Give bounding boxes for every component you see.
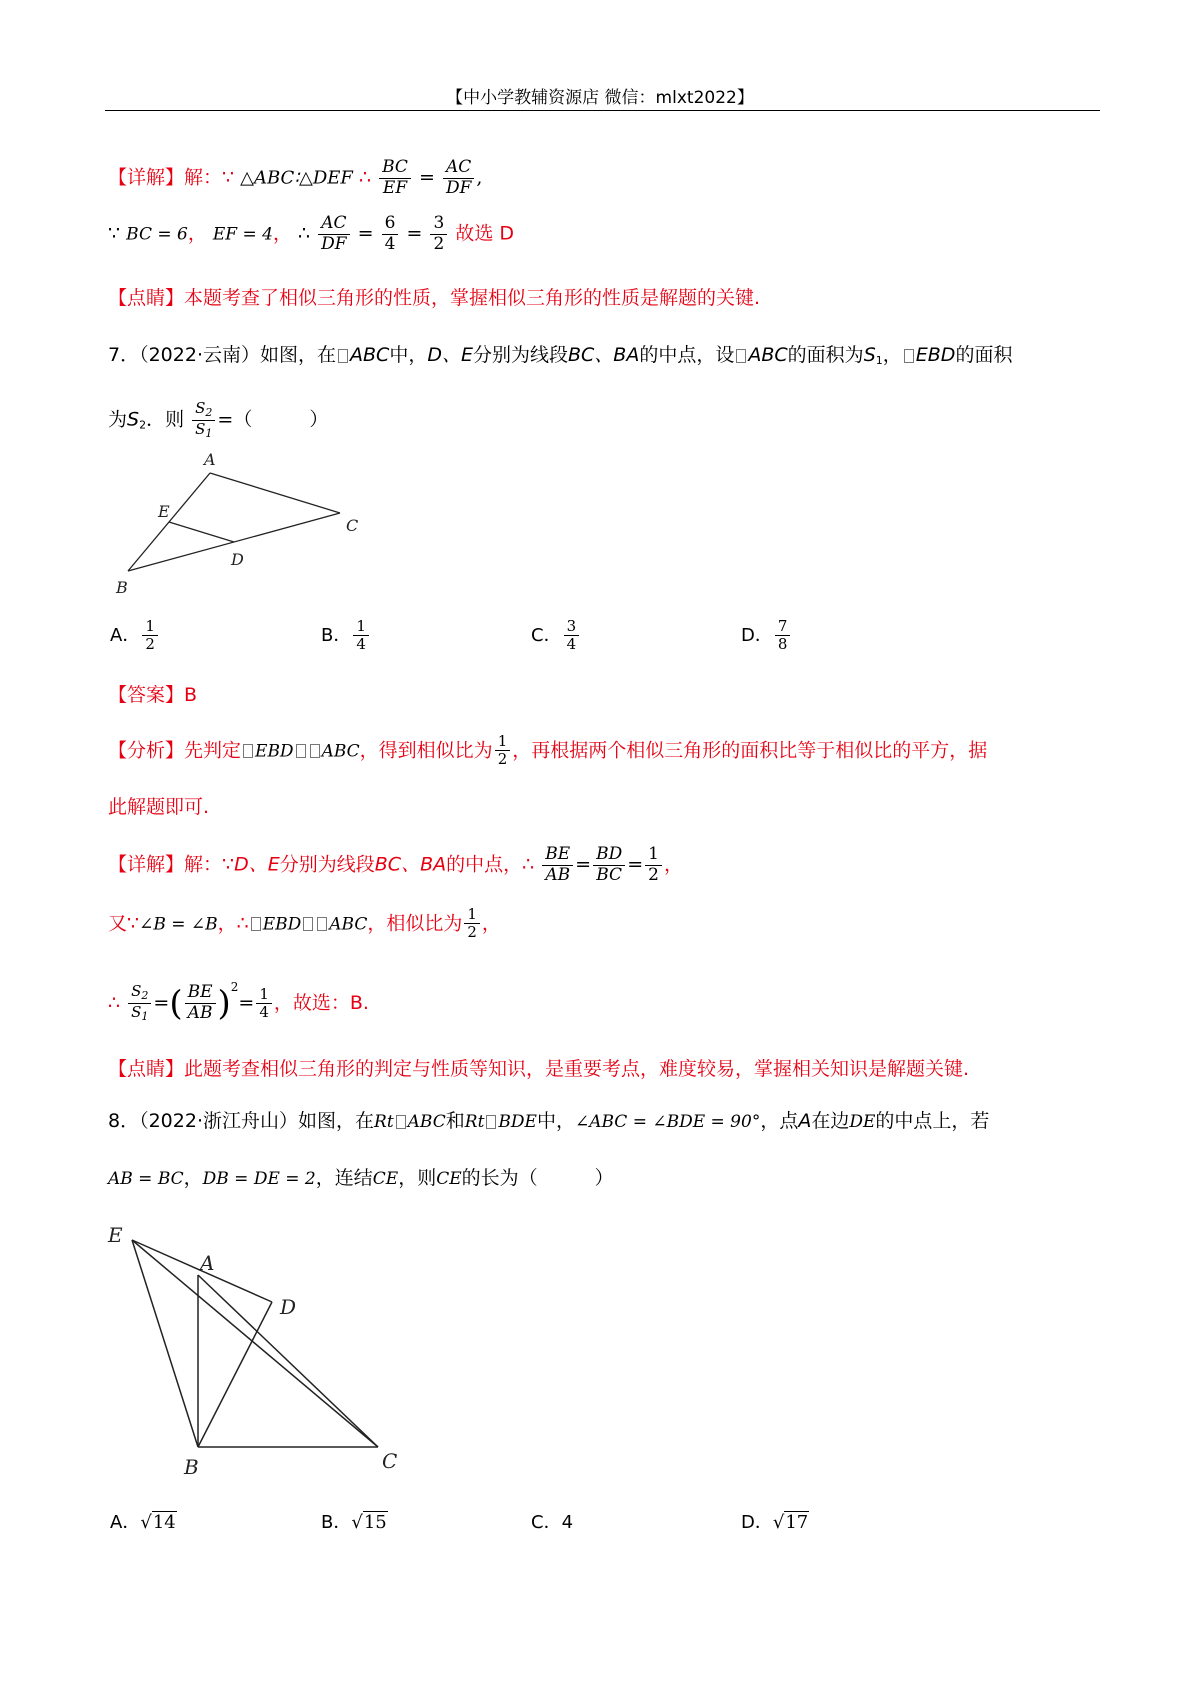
q7-answer-value: B	[184, 684, 198, 706]
q6-frac-ac-df: $\frac{AC}{DF}$	[443, 158, 474, 198]
q7-answer: 【答案】B	[108, 684, 198, 706]
page-header: 【中小学教辅资源店 微信：mlxt2022】	[446, 88, 754, 108]
q7-detail-line3: ∴ $\frac{S_2}{S_1}$ =( $\frac{BE}{AB}$ )$^2$= $\frac{1}{4}$ ，故选：B.	[108, 980, 369, 1024]
triangle-symbol-icon	[736, 349, 746, 363]
q6-ratio-ac-df: $\frac{AC}{DF}$	[318, 214, 349, 254]
q7-stem-line2: 为$S_2$．则 $\frac{S_2}{S_1}$ =（ ）	[108, 399, 329, 440]
q8-option-b[interactable]: B．√15	[321, 1512, 387, 1533]
q7-option-c[interactable]: C． $\frac{3}{4}$	[531, 618, 581, 654]
q7-label-e: E	[158, 502, 170, 521]
q6-comment	[108, 283, 760, 310]
q8-option-c[interactable]: C．4	[531, 1512, 574, 1533]
q7-option-b[interactable]: B． $\frac{1}{4}$	[321, 618, 371, 654]
q8-label-d: D	[280, 1295, 297, 1319]
q8-source: （2022·浙江舟山）	[139, 1110, 298, 1132]
q7-comment: 【点睛】此题考查相似三角形的判定与性质等知识，是重要考点，难度较易，掌握相关知识是解题关键.	[108, 1058, 970, 1080]
q6-detail-line2: ∵ BC = 6， EF = 4， ∴ $\frac{AC}{DF}$ = $\frac{6}{4}$ = $\frac{3}{2}$ 故选 D	[108, 213, 515, 254]
q6-therefore2: ∴	[298, 222, 311, 245]
q6-detail-tag: 【详解】	[108, 166, 185, 189]
q7-triangle-figure	[110, 445, 390, 605]
q7-label-d: D	[231, 550, 244, 569]
q7-source: （2022·云南）	[139, 344, 260, 366]
q6-frac-bc-ef: $\frac{BC}{EF}$	[379, 158, 411, 198]
q8-label-e: E	[108, 1223, 123, 1247]
q7-option-a[interactable]: A． $\frac{1}{2}$	[110, 618, 160, 654]
q6-similar-expr: △ABC∶△DEF	[240, 167, 353, 189]
q6-detail-lead: 解：∵	[184, 166, 235, 189]
q6-because: ∵	[108, 222, 121, 245]
sqrt-icon: √15	[351, 1512, 387, 1533]
q7-analysis-line2: 此解题即可.	[108, 796, 210, 818]
q6-therefore: ∴	[358, 166, 372, 189]
q7-option-d[interactable]: D． $\frac{7}{8}$	[741, 618, 792, 654]
sqrt-icon: √14	[140, 1512, 176, 1533]
q8-segment-ec	[132, 1240, 378, 1447]
q8-segment-eb	[132, 1240, 198, 1447]
q6-comment-tag: 【点睛】	[108, 287, 185, 309]
q6-ratio-3-2: $\frac{3}{2}$	[430, 214, 447, 254]
sqrt-icon: √17	[772, 1512, 809, 1533]
triangle-symbol-icon	[904, 349, 914, 363]
triangle-symbol-icon	[338, 349, 348, 363]
q8-label-c: C	[382, 1449, 398, 1473]
q6-ef-eq: EF = 4	[212, 224, 273, 245]
q7-ask-fraction: $\frac{S_2}{S_1}$	[192, 400, 215, 440]
q8-segment-db	[198, 1302, 272, 1447]
q6-ratio-6-4: $\frac{6}{4}$	[382, 214, 399, 254]
q7-analysis-line1: 【分析】先判定 EBD ABC，得到相似比为 $\frac{1}{2}$ ，再根据两个相似三角形的面积比等于相似比的平方，据	[108, 732, 988, 769]
q6-comment-text: 本题考查了相似三角形的性质，掌握相似三角形的性质是解题的关键.	[184, 287, 761, 309]
q7-stem-line1: 7．（2022·云南）如图，在 ABC中，D、E分别为线段BC、BA的中点，设 ABC的面积为$S_1$， EBD的面积	[108, 344, 1013, 367]
q7-number: 7．	[108, 344, 140, 366]
q6-bc-eq: BC = 6	[126, 224, 188, 245]
q8-label-b: B	[184, 1455, 199, 1479]
q8-number: 8．	[108, 1110, 140, 1132]
q6-choose: 故选 D	[455, 222, 515, 245]
q7-label-c: C	[346, 516, 359, 535]
q7-label-b: B	[116, 578, 128, 597]
header-rule	[105, 110, 1100, 111]
q7-label-a: A	[204, 450, 216, 469]
q7-detail-line1: 【详解】解：∵D、E分别为线段BC、BA的中点，∴ $\frac{BE}{AB}$ = $\frac{BD}{BC}$ = $\frac{1}{2}$ ，	[108, 844, 683, 885]
q7-detail-line2: 又∵∠B = ∠B，∴ EBD ABC，相似比为 $\frac{1}{2}$ ，	[108, 905, 501, 942]
q8-triangle-figure	[100, 1210, 410, 1480]
q8-option-d[interactable]: D．√17	[741, 1512, 809, 1533]
q7-segment-ed	[169, 522, 234, 542]
q6-detail-line1: 【详解】解：∵ △ABC∶△DEF ∴ $\frac{BC}{EF}$ = $\frac{AC}{DF}$ ,	[108, 157, 483, 198]
q8-stem-line1: 8．（2022·浙江舟山）如图，在Rt ABC和Rt BDE中，∠ABC = ∠BDE = 90°，点A在边DE的中点上，若	[108, 1110, 990, 1132]
q8-option-a[interactable]: A．√14	[110, 1512, 176, 1533]
q7-segment-ac	[210, 473, 340, 513]
q8-label-a: A	[200, 1251, 215, 1275]
q8-stem-line2: AB = BC，DB = DE = 2，连结CE，则CE的长为（ ）	[108, 1167, 614, 1189]
